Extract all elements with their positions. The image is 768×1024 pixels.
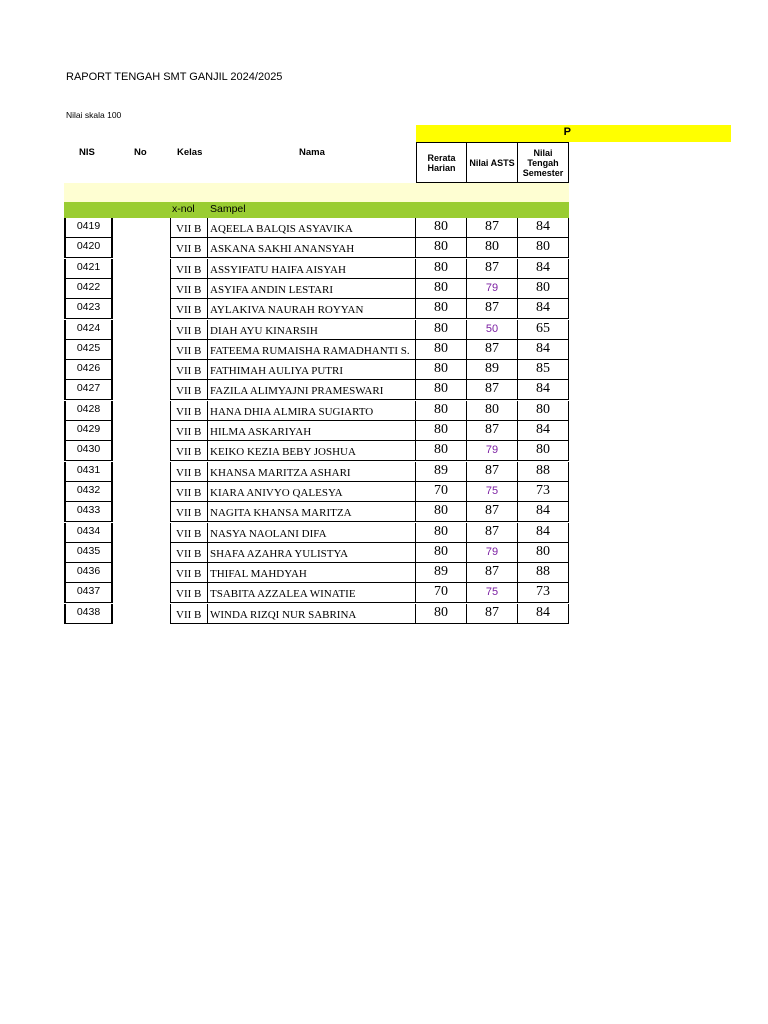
table-row[interactable] (64, 421, 569, 441)
header-no: No (134, 147, 147, 158)
nilai-asts-cell[interactable]: 50 (467, 320, 518, 340)
nama-cell[interactable]: KIARA ANIVYO QALESYA (208, 482, 416, 502)
nilai-tengah-semester-cell[interactable]: 80 (518, 401, 569, 421)
nis-cell[interactable]: 0435 (64, 543, 113, 563)
nama-cell[interactable]: NASYA NAOLANI DIFA (208, 523, 416, 543)
table-row[interactable] (64, 320, 569, 340)
table-row[interactable] (64, 340, 569, 360)
kelas-cell[interactable]: VII B (170, 299, 208, 319)
rerata-harian-cell[interactable]: 89 (416, 563, 467, 583)
nama-cell[interactable]: AQEELA BALQIS ASYAVIKA (208, 218, 416, 238)
kelas-cell[interactable]: VII B (170, 543, 208, 563)
nama-cell[interactable]: ASKANA SAKHI ANANSYAH (208, 238, 416, 258)
nama-cell[interactable]: NAGITA KHANSA MARITZA (208, 502, 416, 522)
kelas-cell[interactable]: VII B (170, 563, 208, 583)
nis-cell[interactable]: 0421 (64, 259, 113, 279)
header-nama: Nama (299, 147, 325, 158)
nama-cell[interactable]: SHAFA AZAHRA YULISTYA (208, 543, 416, 563)
rerata-harian-cell[interactable]: 80 (416, 502, 467, 522)
header-kelas: Kelas (177, 147, 203, 158)
kelas-cell[interactable]: VII B (170, 441, 208, 461)
rerata-harian-cell[interactable]: 80 (416, 401, 467, 421)
kelas-cell[interactable]: VII B (170, 218, 208, 238)
rerata-harian-cell[interactable]: 80 (416, 238, 467, 258)
nama-cell[interactable]: DIAH AYU KINARSIH (208, 320, 416, 340)
sample-row (64, 202, 569, 218)
sample-kelas: x-nol (172, 203, 195, 215)
rerata-harian-cell[interactable]: 80 (416, 604, 467, 624)
kelas-cell[interactable]: VII B (170, 320, 208, 340)
nilai-tengah-semester-cell[interactable]: 84 (518, 380, 569, 400)
nis-cell[interactable]: 0424 (64, 320, 113, 340)
kelas-cell[interactable]: VII B (170, 279, 208, 299)
kelas-cell[interactable]: VII B (170, 583, 208, 603)
nis-cell[interactable]: 0420 (64, 238, 113, 258)
kelas-cell[interactable]: VII B (170, 604, 208, 624)
nilai-tengah-semester-cell[interactable]: 84 (518, 340, 569, 360)
nilai-tengah-semester-cell[interactable]: 84 (518, 299, 569, 319)
nis-cell[interactable]: 0426 (64, 360, 113, 380)
rerata-harian-cell[interactable]: 80 (416, 360, 467, 380)
rerata-harian-cell[interactable]: 80 (416, 340, 467, 360)
rerata-harian-cell[interactable]: 80 (416, 441, 467, 461)
nilai-asts-cell[interactable]: 80 (467, 401, 518, 421)
nilai-asts-cell[interactable]: 80 (467, 238, 518, 258)
nilai-asts-cell[interactable]: 87 (467, 523, 518, 543)
sample-nama: Sampel (210, 203, 246, 215)
nama-cell[interactable]: FAZILA ALIMYAJNI PRAMESWARI (208, 380, 416, 400)
header-nis: NIS (79, 147, 95, 158)
nama-cell[interactable]: HANA DHIA ALMIRA SUGIARTO (208, 401, 416, 421)
nilai-tengah-semester-cell[interactable]: 84 (518, 218, 569, 238)
kelas-cell[interactable]: VII B (170, 340, 208, 360)
table-row[interactable] (64, 543, 569, 563)
nilai-asts-cell[interactable]: 87 (467, 259, 518, 279)
pale-band (64, 183, 569, 202)
rerata-harian-cell[interactable]: 89 (416, 462, 467, 482)
nis-cell[interactable]: 0434 (64, 523, 113, 543)
nilai-tengah-semester-cell[interactable]: 84 (518, 421, 569, 441)
nilai-tengah-semester-cell[interactable]: 80 (518, 279, 569, 299)
nis-cell[interactable]: 0428 (64, 401, 113, 421)
nilai-tengah-semester-cell[interactable]: 84 (518, 604, 569, 624)
nama-cell[interactable]: HILMA ASKARIYAH (208, 421, 416, 441)
table-row[interactable] (64, 523, 569, 543)
kelas-cell[interactable]: VII B (170, 401, 208, 421)
nilai-asts-cell[interactable]: 87 (467, 563, 518, 583)
nilai-asts-cell[interactable]: 87 (467, 502, 518, 522)
nilai-asts-cell[interactable]: 87 (467, 380, 518, 400)
nama-cell[interactable]: KEIKO KEZIA BEBY JOSHUA (208, 441, 416, 461)
header-nilai-asts (466, 142, 518, 183)
rerata-harian-cell[interactable]: 70 (416, 583, 467, 603)
nilai-tengah-semester-cell[interactable]: 80 (518, 441, 569, 461)
nis-cell[interactable]: 0436 (64, 563, 113, 583)
nilai-tengah-semester-cell[interactable]: 84 (518, 259, 569, 279)
table-row[interactable] (64, 604, 569, 624)
nama-cell[interactable]: ASSYIFATU HAIFA AISYAH (208, 259, 416, 279)
rerata-harian-cell[interactable]: 80 (416, 543, 467, 563)
yellow-header-bar (416, 125, 731, 142)
nis-cell[interactable]: 0431 (64, 462, 113, 482)
rerata-harian-cell[interactable]: 80 (416, 259, 467, 279)
nis-cell[interactable]: 0430 (64, 441, 113, 461)
rerata-harian-cell[interactable]: 80 (416, 320, 467, 340)
nis-cell[interactable]: 0419 (64, 218, 113, 238)
table-row[interactable] (64, 502, 569, 522)
nilai-tengah-semester-cell[interactable]: 80 (518, 238, 569, 258)
nilai-asts-cell[interactable]: 79 (467, 441, 518, 461)
kelas-cell[interactable]: VII B (170, 238, 208, 258)
table-row[interactable] (64, 238, 569, 258)
table-row[interactable] (64, 299, 569, 319)
nilai-tengah-semester-cell[interactable]: 65 (518, 320, 569, 340)
nama-cell[interactable]: ASYIFA ANDIN LESTARI (208, 279, 416, 299)
nilai-asts-cell[interactable]: 75 (467, 583, 518, 603)
nilai-tengah-semester-cell[interactable]: 88 (518, 462, 569, 482)
table-row[interactable] (64, 360, 569, 380)
nis-cell[interactable]: 0423 (64, 299, 113, 319)
nilai-asts-cell[interactable]: 89 (467, 360, 518, 380)
kelas-cell[interactable]: VII B (170, 482, 208, 502)
nis-cell[interactable]: 0422 (64, 279, 113, 299)
header-rerata-harian-label: Rerata Harian (427, 152, 456, 173)
nilai-tengah-semester-cell[interactable]: 84 (518, 523, 569, 543)
table-row[interactable] (64, 380, 569, 400)
rerata-harian-cell[interactable]: 80 (416, 523, 467, 543)
nilai-tengah-semester-cell[interactable]: 73 (518, 482, 569, 502)
kelas-cell[interactable]: VII B (170, 523, 208, 543)
table-row[interactable] (64, 441, 569, 461)
nama-cell[interactable]: FATHIMAH AULIYA PUTRI (208, 360, 416, 380)
kelas-cell[interactable]: VII B (170, 360, 208, 380)
rerata-harian-cell[interactable]: 80 (416, 299, 467, 319)
table-row[interactable] (64, 401, 569, 421)
nilai-asts-cell[interactable]: 79 (467, 279, 518, 299)
table-row[interactable] (64, 563, 569, 583)
rerata-harian-cell[interactable]: 80 (416, 380, 467, 400)
nilai-asts-cell[interactable]: 87 (467, 218, 518, 238)
rerata-harian-cell[interactable]: 80 (416, 279, 467, 299)
nama-cell[interactable]: WINDA RIZQI NUR SABRINA (208, 604, 416, 624)
scale-note: Nilai skala 100 (66, 110, 122, 120)
table-row[interactable] (64, 218, 569, 238)
nilai-asts-cell[interactable]: 87 (467, 462, 518, 482)
nama-cell[interactable]: AYLAKIVA NAURAH ROYYAN (208, 299, 416, 319)
header-nilai-tengah-semester (517, 142, 569, 183)
nama-cell[interactable]: KHANSA MARITZA ASHARI (208, 462, 416, 482)
kelas-cell[interactable]: VII B (170, 462, 208, 482)
nis-cell[interactable]: 0433 (64, 502, 113, 522)
report-title: RAPORT TENGAH SMT GANJIL 2024/2025 (66, 71, 283, 83)
nilai-tengah-semester-cell[interactable]: 73 (518, 583, 569, 603)
nis-cell[interactable]: 0438 (64, 604, 113, 624)
table-row[interactable] (64, 259, 569, 279)
kelas-cell[interactable]: VII B (170, 259, 208, 279)
nis-cell[interactable]: 0425 (64, 340, 113, 360)
rerata-harian-cell[interactable]: 70 (416, 482, 467, 502)
table-row[interactable] (64, 583, 569, 603)
yellow-header-text: P (563, 126, 571, 138)
table-row[interactable] (64, 462, 569, 482)
nama-cell[interactable]: THIFAL MAHDYAH (208, 563, 416, 583)
nama-cell[interactable]: TSABITA AZZALEA WINATIE (208, 583, 416, 603)
nilai-asts-cell[interactable]: 87 (467, 340, 518, 360)
nis-cell[interactable]: 0429 (64, 421, 113, 441)
header-nilai-asts-label: Nilai ASTS (469, 157, 515, 168)
kelas-cell[interactable]: VII B (170, 380, 208, 400)
kelas-cell[interactable]: VII B (170, 502, 208, 522)
nilai-tengah-semester-cell[interactable]: 84 (518, 502, 569, 522)
nilai-asts-cell[interactable]: 87 (467, 421, 518, 441)
nis-cell[interactable]: 0437 (64, 583, 113, 603)
rerata-harian-cell[interactable]: 80 (416, 218, 467, 238)
kelas-cell[interactable]: VII B (170, 421, 208, 441)
rerata-harian-cell[interactable]: 80 (416, 421, 467, 441)
nama-cell[interactable]: FATEEMA RUMAISHA RAMADHANTI S. (208, 340, 416, 360)
nilai-tengah-semester-cell[interactable]: 88 (518, 563, 569, 583)
nilai-tengah-semester-cell[interactable]: 80 (518, 543, 569, 563)
table-row[interactable] (64, 279, 569, 299)
nilai-asts-cell[interactable]: 87 (467, 299, 518, 319)
table-row[interactable] (64, 482, 569, 502)
nilai-asts-cell[interactable]: 79 (467, 543, 518, 563)
nis-cell[interactable]: 0427 (64, 380, 113, 400)
nis-cell[interactable]: 0432 (64, 482, 113, 502)
nilai-asts-cell[interactable]: 87 (467, 604, 518, 624)
header-rerata-harian (416, 142, 467, 183)
header-nilai-tengah-semester-label: Nilai Tengah Semester (522, 147, 564, 178)
nilai-asts-cell[interactable]: 75 (467, 482, 518, 502)
nilai-tengah-semester-cell[interactable]: 85 (518, 360, 569, 380)
